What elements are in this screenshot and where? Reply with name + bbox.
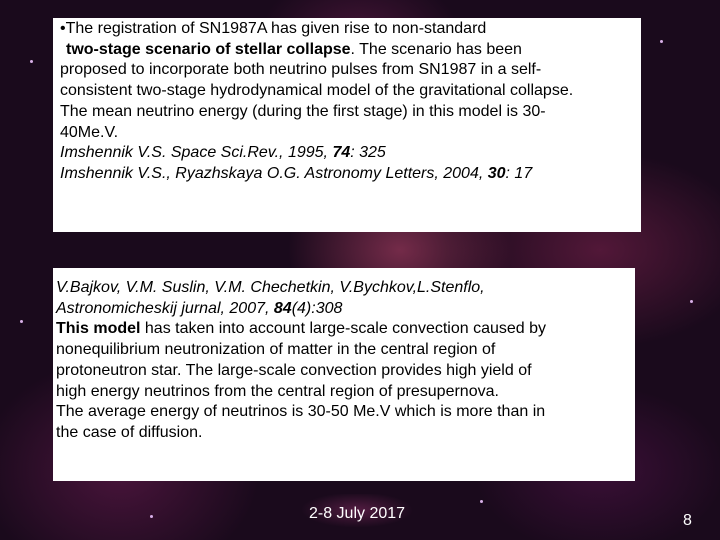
text-run: Imshennik V.S., Ryazhskaya O.G. Astronomy Letters, 2004, (60, 164, 488, 182)
paragraph-line: The average energy of neutrinos is 30-50 Me.V which is more than in (56, 403, 546, 421)
text-panel-convection-model (53, 268, 635, 481)
paragraph-line (56, 319, 635, 340)
paragraph-line: the case of diffusion. (56, 423, 203, 441)
text-run: Astronomicheskij jurnal, 2007, (56, 299, 274, 317)
paragraph-line: •The registration of SN1987A has given rise to non-standard (60, 20, 487, 37)
paragraph-line (60, 40, 641, 61)
background-star (690, 300, 693, 303)
volume-number: 74 (332, 144, 351, 162)
text-run: : 325 (350, 144, 386, 162)
paragraph-line: high energy neutrinos from the central region of presupernova. (56, 382, 499, 400)
volume-number: 30 (487, 164, 506, 182)
reference-line (56, 299, 635, 320)
page-number: 8 (683, 512, 692, 529)
background-star (480, 500, 483, 503)
text-run: : 17 (505, 164, 533, 182)
bold-phrase: two-stage scenario of stellar collapse (66, 40, 351, 58)
paragraph-line: consistent two-stage hydrodynamical model of the gravitational collapse. (60, 82, 574, 100)
reference-line (60, 143, 641, 164)
text-run: (4):308 (291, 299, 343, 317)
bold-phrase: This model (56, 320, 141, 338)
background-star (660, 40, 663, 43)
background-star (30, 60, 33, 63)
paragraph-line: nonequilibrium neutronization of matter in the central region of (56, 341, 496, 359)
background-star (150, 515, 153, 518)
text-panel-registration (53, 18, 641, 232)
paragraph-line: protoneutron star. The large-scale convection provides high yield of (56, 361, 532, 379)
text-run: . The scenario has been (350, 40, 522, 58)
reference-line: V.Bajkov, V.M. Suslin, V.M. Chechetkin, V.Bychkov,L.Stenflo, (56, 279, 485, 296)
text-run: has taken into account large-scale convection caused by (140, 320, 547, 338)
background-star (20, 320, 23, 323)
volume-number: 84 (273, 299, 292, 317)
paragraph-line: 40Me.V. (60, 123, 119, 141)
text-run: Imshennik V.S. Space Sci.Rev., 1995, (60, 144, 333, 162)
paragraph-line: proposed to incorporate both neutrino pulses from SN1987 in a self- (60, 61, 542, 79)
reference-line (60, 164, 641, 185)
paragraph-line: The mean neutrino energy (during the first stage) in this model is 30- (60, 102, 546, 120)
footer-date: 2-8 July 2017 (282, 494, 432, 534)
